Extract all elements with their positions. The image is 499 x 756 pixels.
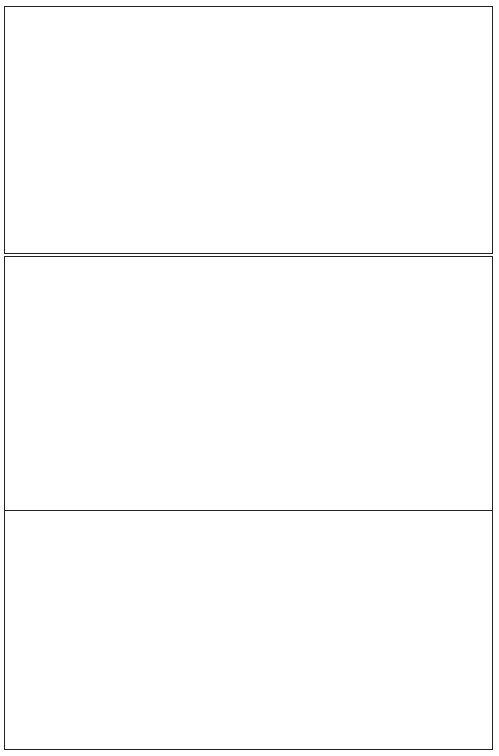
top-text-block [4, 6, 493, 254]
bottom-text-block [4, 256, 493, 750]
register-divider [5, 510, 492, 511]
